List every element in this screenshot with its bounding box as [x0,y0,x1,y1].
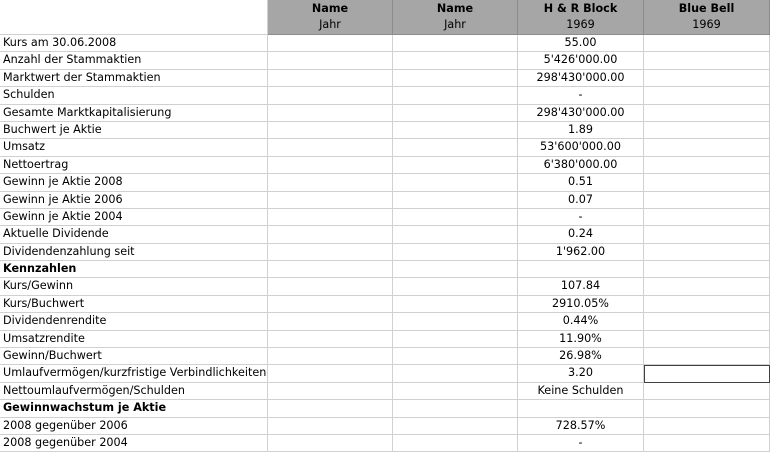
value-cell[interactable] [644,139,770,156]
value-cell[interactable]: - [518,435,644,452]
value-cell[interactable] [644,157,770,174]
value-cell[interactable] [393,122,518,139]
value-cell[interactable] [268,122,393,139]
column-header-2[interactable] [393,0,518,35]
value-cell[interactable]: 728.57% [518,418,644,435]
value-cell[interactable]: 298'430'000.00 [518,70,644,87]
value-cell[interactable]: 3.20 [518,365,644,382]
row-label[interactable]: Gewinn je Aktie 2006 [0,192,268,209]
value-cell[interactable] [393,35,518,52]
row-label[interactable]: Schulden [0,87,268,104]
column-2-title: Name [436,2,474,15]
value-cell[interactable] [644,348,770,365]
value-cell[interactable] [393,226,518,243]
column-1-title: Name [311,2,349,15]
value-cell[interactable] [393,313,518,330]
value-cell[interactable]: - [518,87,644,104]
row-label[interactable]: Anzahl der Stammaktien [0,52,268,69]
row-label[interactable]: Gewinn je Aktie 2004 [0,209,268,226]
value-cell[interactable] [268,139,393,156]
value-cell[interactable] [393,209,518,226]
row-label[interactable]: Dividendenzahlung seit [0,244,268,261]
value-cell[interactable] [644,244,770,261]
value-cell[interactable] [518,400,644,417]
value-cell[interactable] [393,261,518,278]
value-cell[interactable] [393,400,518,417]
value-cell[interactable]: 11.90% [518,331,644,348]
value-cell[interactable] [644,52,770,69]
value-cell[interactable] [518,261,644,278]
value-cell[interactable] [268,52,393,69]
value-cell[interactable] [393,348,518,365]
value-cell[interactable] [644,296,770,313]
row-label[interactable]: Gewinn je Aktie 2008 [0,174,268,191]
row-label[interactable]: Dividendenrendite [0,313,268,330]
value-cell[interactable] [393,192,518,209]
value-cell[interactable] [393,331,518,348]
value-cell[interactable]: 0.24 [518,226,644,243]
column-1-subtitle: Jahr [319,18,341,31]
column-4-subtitle: 1969 [692,18,721,31]
value-cell[interactable] [268,209,393,226]
value-cell[interactable] [268,331,393,348]
column-header-1[interactable] [268,0,393,35]
value-cell[interactable] [644,174,770,191]
value-cell[interactable]: 2910.05% [518,296,644,313]
value-cell[interactable] [644,70,770,87]
value-cell[interactable] [393,174,518,191]
value-cell[interactable] [393,157,518,174]
row-label[interactable]: Gewinn/Buchwert [0,348,268,365]
row-label[interactable]: Marktwert der Stammaktien [0,70,268,87]
value-cell[interactable] [268,365,393,382]
value-cell[interactable]: 298'430'000.00 [518,105,644,122]
value-cell[interactable] [268,383,393,400]
value-cell[interactable]: 53'600'000.00 [518,139,644,156]
row-label[interactable]: Kurs/Gewinn [0,278,268,295]
row-label[interactable]: Kurs/Buchwert [0,296,268,313]
value-cell[interactable] [393,139,518,156]
value-cell[interactable] [393,278,518,295]
value-cell[interactable]: 0.51 [518,174,644,191]
value-cell[interactable] [268,174,393,191]
value-cell[interactable] [393,70,518,87]
row-label[interactable]: Kennzahlen [0,261,268,278]
value-cell[interactable] [644,435,770,452]
value-cell[interactable] [644,383,770,400]
value-cell[interactable] [644,226,770,243]
column-header-4[interactable] [644,0,770,35]
value-cell[interactable]: - [518,209,644,226]
value-cell[interactable] [644,192,770,209]
column-3-title: H & R Block [543,2,618,15]
value-cell[interactable] [644,278,770,295]
row-label[interactable]: 2008 gegenüber 2004 [0,435,268,452]
value-cell[interactable] [268,261,393,278]
column-2-subtitle: Jahr [444,18,466,31]
value-cell[interactable] [268,435,393,452]
row-label[interactable]: Aktuelle Dividende [0,226,268,243]
column-3-subtitle: 1969 [566,18,595,31]
column-4-title: Blue Bell [678,2,735,15]
value-cell[interactable]: 26.98% [518,348,644,365]
value-cell[interactable] [644,365,770,382]
value-cell[interactable]: 5'426'000.00 [518,52,644,69]
value-cell[interactable] [644,400,770,417]
value-cell[interactable] [268,226,393,243]
value-cell[interactable] [268,157,393,174]
value-cell[interactable] [644,261,770,278]
value-cell[interactable] [644,331,770,348]
value-cell[interactable]: 1'962.00 [518,244,644,261]
row-label[interactable]: Buchwert je Aktie [0,122,268,139]
value-cell[interactable] [268,244,393,261]
value-cell[interactable] [393,418,518,435]
row-label[interactable]: Kurs am 30.06.2008 [0,35,268,52]
value-cell[interactable] [393,87,518,104]
value-cell[interactable]: Keine Schulden [518,383,644,400]
row-label[interactable]: Nettoertrag [0,157,268,174]
value-cell[interactable] [644,313,770,330]
value-cell[interactable] [393,52,518,69]
value-cell[interactable] [393,365,518,382]
value-cell[interactable] [393,296,518,313]
row-label[interactable]: Gewinnwachstum je Aktie [0,400,268,417]
value-cell[interactable] [268,313,393,330]
value-cell[interactable]: 1.89 [518,122,644,139]
value-cell[interactable] [268,35,393,52]
value-cell[interactable] [268,87,393,104]
value-cell[interactable]: 55.00 [518,35,644,52]
value-cell[interactable] [268,70,393,87]
value-cell[interactable] [268,400,393,417]
value-cell[interactable] [393,435,518,452]
value-cell[interactable] [268,296,393,313]
row-label[interactable]: Umsatz [0,139,268,156]
row-label[interactable]: Gesamte Marktkapitalisierung [0,105,268,122]
value-cell[interactable] [268,418,393,435]
column-header-3[interactable] [518,0,644,35]
value-cell[interactable]: 6'380'000.00 [518,157,644,174]
row-label[interactable]: Umsatzrendite [0,331,268,348]
value-cell[interactable] [268,192,393,209]
value-cell[interactable] [644,122,770,139]
value-cell[interactable] [268,105,393,122]
value-cell[interactable] [644,105,770,122]
value-cell[interactable] [644,418,770,435]
value-cell[interactable] [393,244,518,261]
value-cell[interactable]: 0.07 [518,192,644,209]
row-label[interactable]: Umlaufvermögen/kurzfristige Verbindlichkeiten [0,365,268,382]
value-cell[interactable] [644,87,770,104]
value-cell[interactable] [393,383,518,400]
value-cell[interactable] [644,35,770,52]
value-cell[interactable]: 107.84 [518,278,644,295]
value-cell[interactable] [393,105,518,122]
header-corner-cell[interactable] [0,0,268,35]
row-label[interactable]: 2008 gegenüber 2006 [0,418,268,435]
value-cell[interactable] [268,278,393,295]
value-cell[interactable]: 0.44% [518,313,644,330]
value-cell[interactable] [644,209,770,226]
row-label[interactable]: Nettoumlaufvermögen/Schulden [0,383,268,400]
value-cell[interactable] [268,348,393,365]
